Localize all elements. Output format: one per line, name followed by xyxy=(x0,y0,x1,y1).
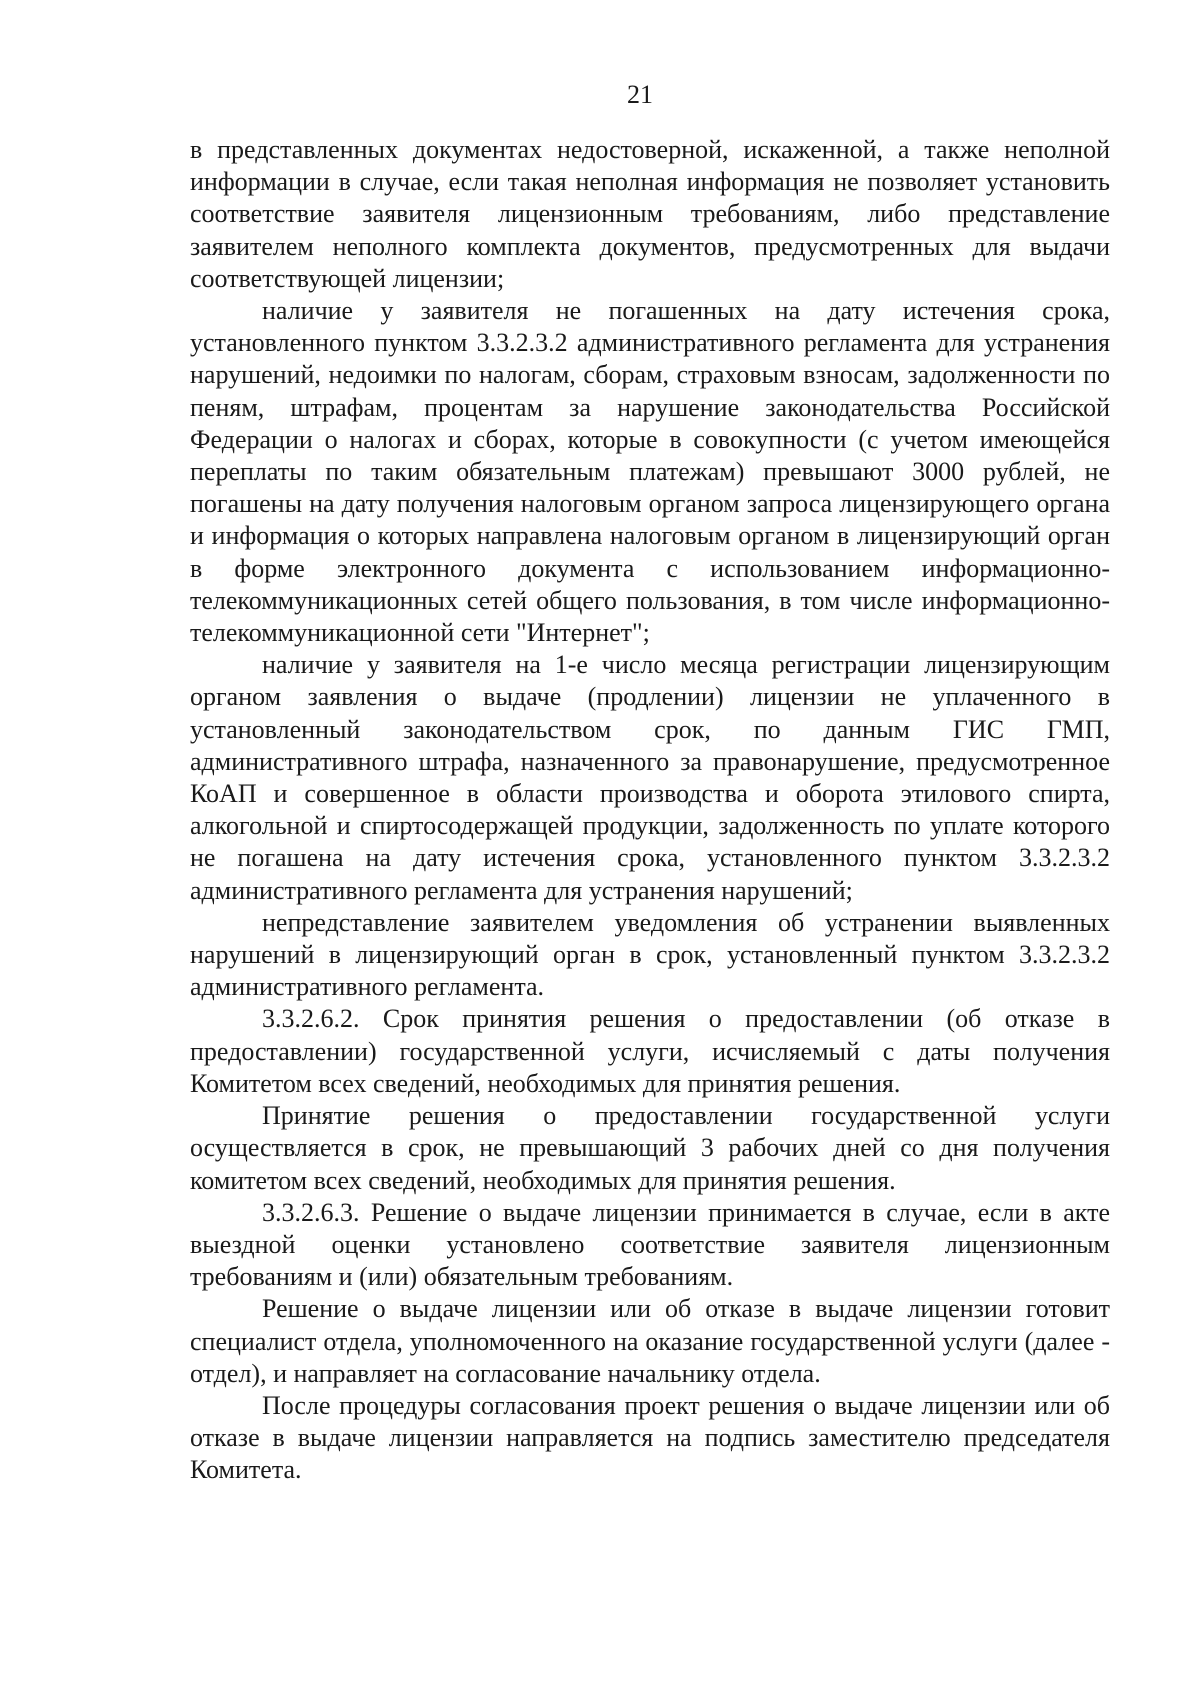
paragraph-3-3-2-6-2: 3.3.2.6.2. Срок принятия решения о предоставлении (об отказе в предоставлении) государственной услуги, исчисляемый с даты получения Комитетом всех сведений, необходимых для принятия решения. xyxy=(190,1004,1110,1098)
document-body xyxy=(190,134,1110,1487)
paragraph-approval: После процедуры согласования проект решения о выдаче лицензии или об отказе в выдаче лицензии направляется на подпись заместителю председателя Комитета. xyxy=(190,1390,1110,1485)
paragraph-specialist: Решение о выдаче лицензии или об отказе в выдаче лицензии готовит специалист отдела, уполномоченного на оказание государственной услуги (далее - отдел), и направляет на согласование начальнику отдела. xyxy=(190,1294,1110,1388)
paragraph-continued: в представленных документах недостоверной, искаженной, а также неполной информации в случае, если такая неполная информация не позволяет установить соответствие заявителя лицензионным требованиям, либо представление заявителем неполного комплекта документов, предусмотренных для выдачи соответствующей лицензии; xyxy=(190,135,1110,293)
paragraph-decision-term: Принятие решения о предоставлении государственной услуги осуществляется в срок, не превышающий 3 рабочих дней со дня получения комитетом всех сведений, необходимых для принятия решения. xyxy=(190,1101,1110,1195)
paragraph-3-3-2-6-3: 3.3.2.6.3. Решение о выдаче лицензии принимается в случае, если в акте выездной оценки установлено соответствие заявителя лицензионным требованиям и (или) обязательным требованиям. xyxy=(190,1197,1110,1292)
paragraph-no-notification: непредставление заявителем уведомления об устранении выявленных нарушений в лицензирующий орган в срок, установленный пунктом 3.3.2.3.2 административного регламента. xyxy=(190,907,1110,1002)
page-number: 21 xyxy=(627,80,653,109)
paragraph-unpaid-fine: наличие у заявителя на 1-е число месяца регистрации лицензирующим органом заявления о выдаче (продлении) лицензии не уплаченного в установленный законодательством срок, по данным ГИС ГМП, административного штрафа, назначенного за правонарушение, предусмотренное КоАП и совершенное в области производства и оборота этилового спирта, алкогольной и спиртосодержащей продукции, задолженность по уплате которого не погашена на дату истечения срока, установленного пунктом 3.3.2.3.2 административного регламента для устранения нарушений; xyxy=(190,650,1110,905)
paragraph-tax-arrears: наличие у заявителя не погашенных на дату истечения срока, установленного пунктом 3.3.2.3.2 административного регламента для устранения нарушений, недоимки по налогам, сборам, страховым взносам, задолженности по пеням, штрафам, процентам за нарушение законодательства Российской Федерации о налогах и сборах, которые в совокупности (с учетом имеющейся переплаты по таким обязательным платежам) превышают 3000 рублей, не погашены на дату получения налоговым органом запроса лицензирующего органа и информация о которых направлена налоговым органом в лицензирующий орган в форме электронного документа с использованием информационно-телекоммуникационных сетей общего пользования, в том числе информационно-телекоммуникационной сети "Интернет"; xyxy=(190,296,1110,648)
